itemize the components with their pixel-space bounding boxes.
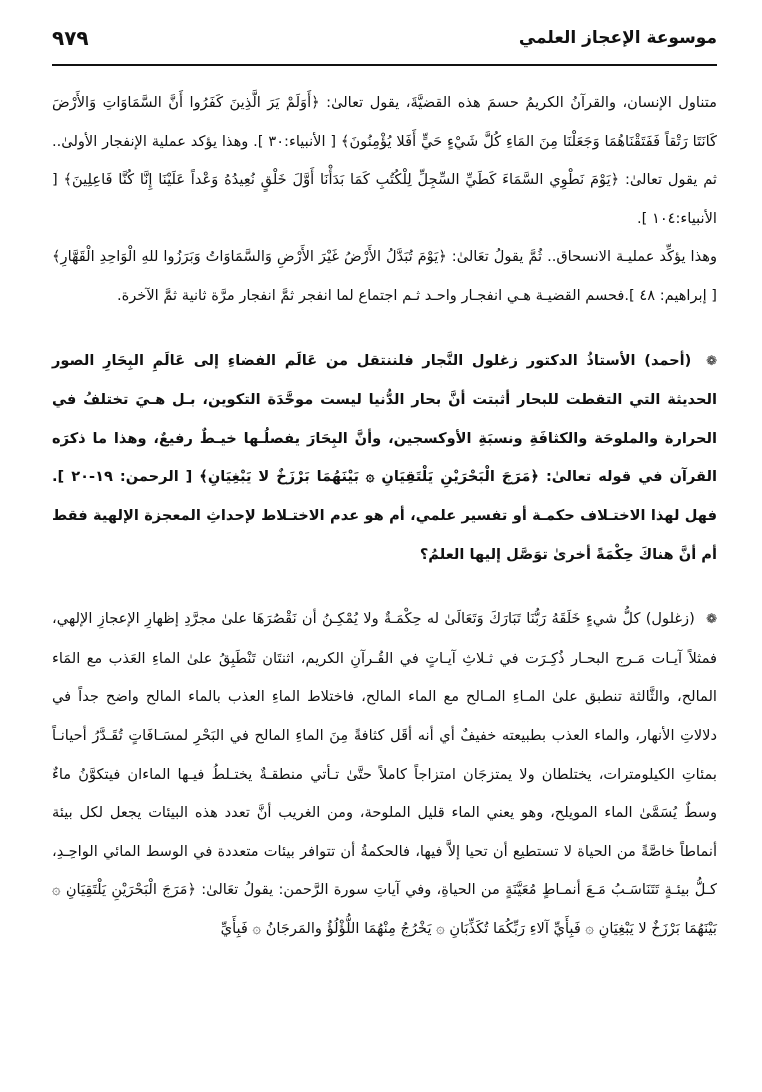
paragraph	[52, 238, 717, 315]
book-title: موسوعة الإعجاز العلمي	[518, 28, 717, 48]
paragraph	[52, 84, 717, 238]
paragraph-text: (زغلول) كلُّ شيءٍ خَلَقَهُ رَبُّنَا تَبَارَكَ وَتَعَالَىٰ له حِكْمَـةٌ ولا يُمْكِـنُ أن نَقْصُرَهَا علىٰ مجرَّدِ إظهارِ الإعجازِ الإلهي، فمثلاً آيـات مَـرج البحـار ذُكِـرَت في ثـلاثِ آيـاتٍ في القُـرآنِ الكريم، اثنتَان تَنْطَبِقُ علىٰ الماءِ العَذب مع المَاء المالح، والثَّالثة تنطبق علىٰ المـاءِ المـالح مع الماء المالح، فاختلاط الماءِ العذب بالماء المالح واضح جداً في دلالاتِ الأنهار، والماء العذب بطبيعته خفيفٌ أي أنه أقَل كثافةً مِنَ الماءِ المالح في البَحْرِ لمسَـافَاتٍ تُقَـدَّرُ أحيانـاً بمئاتِ الكيلومترات، يختلطان ولا يمتزجَان امتزاجاً كاملاً حتَّىٰ تـأتي منطقـةٌ يختـلطُ فيـها الماءان فيتكوَّنُ ماءٌ وسطٌ يُسَمَّىٰ الماء المويلح، وهو يعني الماء قليل الملوحة، ومن الغريب أنَّ تعدد هذه البيئات يجعل لكل بيئة أنماطاً خاصَّةً من الحياة لا تستطيع أن تحيا إلاَّ فيها، فالحكمةُ أن تتوافر بيئات متعددة في الوسط المائي الواحِـدِ، كـلُّ بيئـةٍ تَتَنَاسَـبُ مَـعَ أنمـاطٍ مُعَيَّنَةٍ من الحياةِ، وفي آياتِ سورة الرَّحمن: يقولُ تعَالىٰ: ﴿مَرَجَ الْبَحْرَيْنِ يَلْتَقِيَانِ ۞ بَيْنَهُمَا بَرْزَخٌ لا يَبْغِيَانِ ۞ فَبِأَيِّ آلاءِ رَبِّكُمَا تُكَذِّبَانِ ۞ يَخْرُجُ مِنْهُمَا اللُّؤْلُؤُ والمَرجَانُ ۞ فَبِأَيِّ	[52, 610, 717, 937]
page-header	[52, 18, 717, 66]
flower-bullet-icon: ❁	[706, 353, 717, 369]
paragraph-text: متناول الإنسان، والقرآنُ الكريمُ حسمَ هذه القضيَّةَ، يقول تعالىٰ: ﴿أَوَلَمْ يَرَ الَّذِينَ كَفَرُوا أَنَّ السَّمَاوَاتِ وَالأَرْضَ كَانَتَا رَتْقاً فَفَتَقْنَاهُمَا وَجَعَلْنَا مِنَ المَاءِ كُلَّ شَيْءٍ حَيٍّ أَفَلا يُؤْمِنُونَ﴾ [ الأنبياء:٣٠ ]. وهذا يؤكد عملية الإنفجار الأولىٰ.. ثم يقول تعالىٰ: ﴿يَوْمَ نَطْوِي السَّمَاءَ كَطَيِّ السِّجِلِّ لِلْكُتُبِ كَمَا بَدَأْنَا أَوَّلَ خَلْقٍ نُعِيدُهُ وَعْداً عَلَيْنَا إِنَّا كُنَّا فَاعِلِينَ﴾ [ الأنبياء:١٠٤ ].	[52, 94, 717, 227]
paragraph-text: وهذا يؤكِّد عمليـة الانسحاق.. ثُمَّ يقولُ تعَالىٰ: ﴿يَوْمَ تُبَدَّلُ الأَرْضُ غَيْرَ الأَرْضِ وَالسَّمَاوَاتُ وَبَرَزُوا للهِ الْوَاحِدِ الْقَهَّارِ﴾ [ إبراهيم: ٤٨ ].فحسم القضيـة هـي انفجـار واحـد ثـم اجتماع لما انفجر ثمَّ انفجار مرَّة ثانية ثمَّ الآخرة.	[52, 248, 717, 304]
paragraph-answer	[52, 600, 717, 948]
page-number: ٩٧٩	[52, 26, 89, 50]
paragraph-question	[52, 342, 717, 575]
book-page	[52, 18, 717, 1078]
flower-bullet-icon: ❁	[706, 612, 717, 628]
paragraph-text: (أحمد) الأستاذُ الدكتور زغلول النَّجار فلننتقل من عَالَم الفضاءِ إلى عَالَمِ البِحَارِ الصور الحديثة التي التقطت للبحار أثبتت أنَّ بحار الدُّنيا ليست موحَّدَة التكوين، بـل هـيَ تختلفُ في الحرارة والملوحَة والكثافَةِ ونسبَةِ الأوكسجين، وأنَّ البِحَارَ يفصلُـها خيـطٌ رفيعٌ، وهذا ما ذكرَه القرآن في قوله تعالىٰ: ﴿مَرَجَ الْبَحْرَيْنِ يَلْتَقِيَانِ ۞ بَيْنَهُمَا بَرْزَخٌ لا يَبْغِيَانِ﴾ [ الرحمن: ١٩-٢٠ ]. فهل لهذا الاختـلاف حكمـة أو تفسير علمي، أم هو عدم الاختـلاط لإحداثِ المعجزة الإلهية فقط أم أنَّ هناكَ حِكْمَةً أخرىٰ توَصَّل إليها العلمُ؟	[52, 351, 718, 563]
page-body	[52, 84, 717, 948]
